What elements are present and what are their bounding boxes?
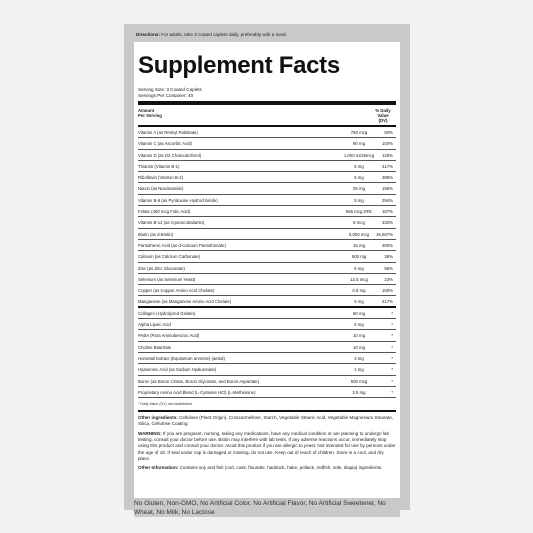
nutrient-name: Biotin (as d-Biotin) bbox=[138, 231, 174, 237]
nutrient-name: Alpha Lipoic Acid bbox=[138, 322, 171, 328]
nutrient-daily-value: * bbox=[391, 310, 393, 316]
nutrient-name: Collagen (Hydrolyzed Gelatin) bbox=[138, 310, 196, 316]
nutrient-name: Niacin (as Niacinamide) bbox=[138, 186, 184, 192]
nutrient-daily-value: 167% bbox=[382, 209, 393, 215]
table-row bbox=[138, 387, 396, 398]
nutrient-daily-value: * bbox=[391, 378, 393, 384]
table-row bbox=[138, 296, 396, 307]
table-row bbox=[138, 195, 396, 206]
nutrient-daily-value: * bbox=[391, 322, 393, 328]
warning-label: WARNING: bbox=[138, 430, 162, 436]
table-row bbox=[138, 274, 396, 285]
nutrient-amount: 0.9 mg bbox=[352, 288, 366, 294]
nutrient-amount: 10 mg bbox=[353, 333, 365, 339]
table-row bbox=[138, 206, 396, 217]
directions-text: For adults, take 3 coated caplets daily, preferably with a meal. bbox=[160, 32, 287, 37]
serving-info bbox=[138, 87, 396, 99]
nutrient-name: Vitamin C (as Ascorbic Acid) bbox=[138, 141, 192, 147]
nutrient-amount: 60 mg bbox=[353, 310, 365, 316]
nutrient-amount: 500 mg bbox=[351, 254, 367, 260]
table-row bbox=[138, 263, 396, 274]
nutrient-name: Selenium (as Selenium Yeast) bbox=[138, 276, 196, 282]
nutrient-amount: 750 mcg bbox=[350, 130, 368, 135]
nutrient-daily-value: * bbox=[391, 344, 393, 350]
nutrient-daily-value: 333% bbox=[382, 220, 393, 226]
table-row bbox=[138, 353, 396, 364]
nutrient-amount: 5 mg bbox=[354, 163, 364, 169]
table-row bbox=[138, 217, 396, 228]
table-row bbox=[138, 330, 396, 341]
nutrient-amount: 25 mg bbox=[353, 186, 365, 192]
nutrient-daily-value: * bbox=[391, 333, 393, 339]
nutrient-name: Vitamin B-12 (as Cyanocobalamin) bbox=[138, 220, 205, 226]
nutrient-amount: 1,000 IU/25mcg bbox=[343, 152, 375, 158]
nutrient-name: Folate (400 mcg Folic Acid) bbox=[138, 209, 191, 215]
nutrient-amount: 5 mg bbox=[354, 322, 364, 328]
nutrient-name: Vitamin B-6 (as Pyridoxine Hydrochloride) bbox=[138, 197, 218, 203]
dv-header-line2: Value bbox=[377, 113, 389, 118]
nutrient-amount: 500 mcg bbox=[350, 378, 368, 384]
nutrient-name: Zinc (as Zinc Gluconate) bbox=[138, 265, 185, 271]
nutrient-daily-value: 16,667% bbox=[376, 231, 393, 237]
table-row bbox=[138, 229, 396, 240]
nutrient-amount: 8 mcg bbox=[353, 220, 365, 226]
nutrient-name: Calcium (as Calcium Carbonate) bbox=[138, 254, 201, 260]
table-row bbox=[138, 172, 396, 183]
table-header bbox=[138, 105, 396, 125]
nutrient-daily-value: 23% bbox=[384, 276, 393, 282]
amount-header bbox=[138, 108, 162, 118]
table-row bbox=[138, 127, 396, 138]
nutrient-name: Proprietary Amino Acid Blend (L-Cysteine HCl) (L-Methionine) bbox=[138, 389, 256, 395]
nutrient-amount: 5 mg bbox=[354, 175, 364, 181]
page-title: Supplement Facts bbox=[138, 52, 340, 79]
nutrient-amount: 15 mg bbox=[353, 242, 365, 248]
nutrient-amount: 6 mg bbox=[354, 265, 364, 271]
nutrient-daily-value: 125% bbox=[382, 152, 393, 158]
label-panel bbox=[124, 24, 410, 516]
amount-header-line2: Per Serving bbox=[138, 113, 162, 118]
nutrient-daily-value: * bbox=[391, 355, 393, 361]
nutrient-amount: 666 mcg DFE bbox=[345, 209, 373, 215]
table-row bbox=[138, 183, 396, 194]
directions bbox=[136, 32, 400, 38]
table-row bbox=[138, 240, 396, 251]
nutrient-amount: 5 mg bbox=[354, 299, 364, 305]
bottom-divider bbox=[138, 410, 396, 412]
table-row bbox=[138, 251, 396, 262]
nutrient-amount: 1 mg bbox=[354, 367, 364, 373]
table-row bbox=[138, 150, 396, 161]
directions-label: Directions: bbox=[136, 32, 160, 37]
table-row bbox=[138, 161, 396, 172]
other-ingredients-label: Other ingredients: bbox=[138, 415, 178, 421]
dv-header-line3: (DV) bbox=[378, 118, 388, 123]
nutrient-daily-value: * bbox=[391, 389, 393, 395]
nutrient-name: Riboflavin (Vitamin B-2) bbox=[138, 175, 184, 181]
table-row bbox=[138, 308, 396, 319]
nutrient-amount: 12.5 mcg bbox=[350, 276, 368, 282]
nutrient-daily-value: 294% bbox=[382, 197, 393, 203]
nutrient-amount: 10 mg bbox=[353, 344, 365, 350]
nutrient-table bbox=[138, 127, 396, 398]
nutrient-daily-value: 55% bbox=[384, 265, 393, 271]
nutrient-name: Thiamin (Vitamin B-1) bbox=[138, 163, 180, 169]
nutrient-name: PABA (Para Aminobenzoic Acid) bbox=[138, 333, 200, 339]
nutrient-amount: 5,000 mcg bbox=[348, 231, 370, 237]
nutrient-amount: 3.5 mg bbox=[352, 389, 366, 395]
nutrient-name: Boron (as Boron Citrate, Boron Glycinate, and Boron Aspartate) bbox=[138, 378, 260, 384]
table-row bbox=[138, 285, 396, 296]
other-information-text: Contains soy and fish (cod, cusk, flounder, haddock, hake, pollack, redfish, sole, tilapia) ingredients. bbox=[178, 465, 383, 471]
nutrient-amount: 3 mg bbox=[354, 355, 364, 361]
table-row bbox=[138, 342, 396, 353]
daily-value-header bbox=[373, 108, 393, 123]
dv-header-line1: % Daily bbox=[375, 108, 391, 113]
nutrient-daily-value: 100% bbox=[382, 141, 393, 147]
other-information bbox=[138, 465, 396, 471]
nutrient-name: Manganese (as Manganese Amino Acid Chelate) bbox=[138, 299, 232, 305]
table-row bbox=[138, 138, 396, 149]
table-row bbox=[138, 364, 396, 375]
warning-text: If you are pregnant, nursing, taking any medications, have any medical condition or are planning to undergo lab testing, consult your doctor before use. Biotin may interfere with lab tests. If any adverse reactions occur, immediately stop using this product and consult your doctor. Avoid this product if you are allergic to yeast. Not intended for use by persons under the age of 18. If seal under cap is damaged or missing, do not use. Keep out of reach of children. Store in a cool, and dry place. bbox=[138, 430, 396, 461]
serving-size: Serving Size: 3 Coated Caplets bbox=[138, 87, 202, 92]
nutrient-name: Copper (as Copper Amino Acid Chelate) bbox=[138, 288, 215, 294]
nutrient-daily-value: 83% bbox=[384, 130, 393, 135]
nutrient-daily-value: 417% bbox=[382, 163, 393, 169]
warning bbox=[138, 431, 396, 462]
other-ingredients bbox=[138, 415, 396, 428]
other-ingredients-text: Cellulose (Plant Origin), Croscarmellose, Starch, Vegetable Stearic Acid, Vegetable Magnesium Stearate, Silica, Cellulose Coating bbox=[138, 415, 394, 427]
nutrient-daily-value: 100% bbox=[382, 288, 393, 294]
nutrient-daily-value: 217% bbox=[382, 299, 393, 305]
table-row bbox=[138, 319, 396, 330]
nutrient-daily-value: 38% bbox=[384, 254, 393, 260]
allergen-footer: No Gluten, Non-GMO, No Artificial Color, No Artificial Flavor, No Artificial Sweetener, No Wheat, No Milk, No Lactose bbox=[134, 500, 400, 517]
nutrient-name: Hyaluronic Acid (as Sodium Hyaluronate) bbox=[138, 367, 217, 373]
dv-note: * Daily Value (DV) not established bbox=[138, 402, 192, 407]
nutrient-name: Vitamin A (as Retinyl Palmitate) bbox=[138, 130, 198, 135]
nutrient-daily-value: 156% bbox=[382, 186, 393, 192]
supplement-facts-label bbox=[134, 42, 400, 498]
nutrient-name: Choline Bitartrate bbox=[138, 344, 172, 350]
nutrient-daily-value: 300% bbox=[382, 242, 393, 248]
table-row bbox=[138, 376, 396, 387]
nutrient-name: Pantothenic Acid (as d-Calcium Pantothenate) bbox=[138, 242, 226, 248]
amount-header-line1: Amount bbox=[138, 108, 155, 113]
nutrient-daily-value: * bbox=[391, 367, 393, 373]
nutrient-daily-value: 385% bbox=[382, 175, 393, 181]
servings-per-container: Servings Per Container: 40 bbox=[138, 93, 194, 98]
nutrient-name: Horsetail Extract (Equisetum arvense) (aerial) bbox=[138, 355, 225, 361]
nutrient-name: Vitamin D (as D3 Cholecalciferol) bbox=[138, 152, 202, 158]
nutrient-amount: 5 mg bbox=[354, 197, 364, 203]
nutrient-amount: 90 mg bbox=[353, 141, 365, 147]
other-information-label: Other Information: bbox=[138, 465, 179, 471]
